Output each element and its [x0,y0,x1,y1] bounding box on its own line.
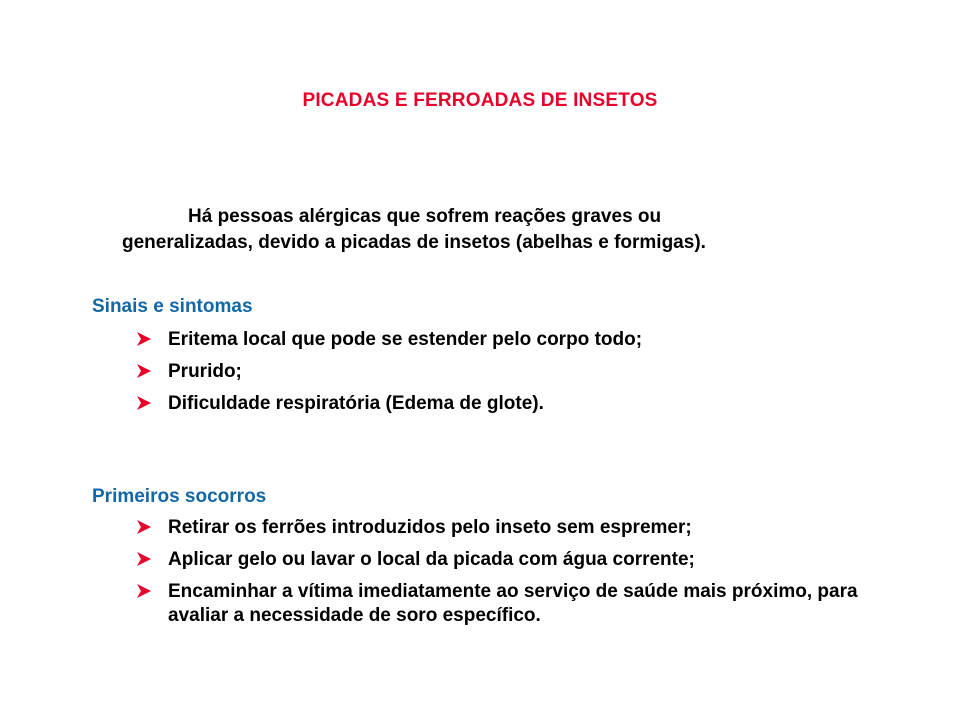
list-item-text: Aplicar gelo ou lavar o local da picada com água corrente; [168,549,695,570]
list-item [136,548,896,572]
list-item-text: Dificuldade respiratória (Edema de glote). [168,393,544,414]
intro-line-1: Há pessoas alérgicas que sofrem reações graves ou [188,206,662,227]
list-item [136,328,642,352]
arrowhead-bullet-icon [136,583,152,599]
arrowhead-bullet-icon [136,331,152,347]
signs-heading: Sinais e sintomas [92,296,253,317]
list-item [136,516,896,540]
arrowhead-bullet-icon [136,519,152,535]
list-item [136,360,642,384]
page-title: PICADAS E FERROADAS DE INSETOS [302,90,658,111]
arrowhead-bullet-icon [136,363,152,379]
list-item-text: Retirar os ferrões introduzidos pelo inseto sem espremer; [168,517,692,538]
list-item-text: Encaminhar a vítima imediatamente ao serviço de saúde mais próximo, para avaliar a necessidade de soro específico. [168,581,858,626]
arrowhead-bullet-icon [136,551,152,567]
signs-list [136,328,642,424]
first-aid-heading: Primeiros socorros [92,486,267,507]
list-item-text: Eritema local que pode se estender pelo corpo todo; [168,329,643,350]
list-item [136,580,896,628]
arrowhead-bullet-icon [136,395,152,411]
list-item-text: Prurido; [168,361,242,382]
list-item [136,392,642,416]
first-aid-list [136,516,896,636]
intro-line-2: generalizadas, devido a picadas de insetos (abelhas e formigas). [122,232,706,253]
intro-paragraph [96,204,896,256]
